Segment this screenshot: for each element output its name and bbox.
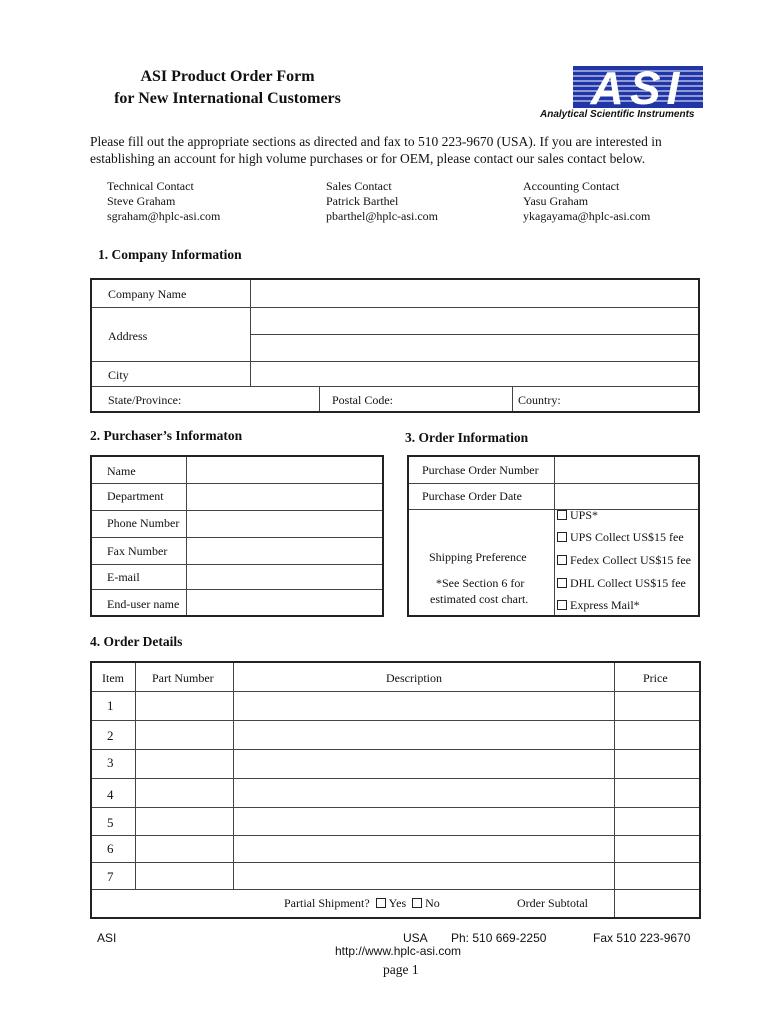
department-label: Department <box>107 489 164 503</box>
checkbox[interactable] <box>557 532 567 542</box>
accounting-contact <box>523 179 650 224</box>
option-label: DHL Collect US$15 fee <box>570 576 686 590</box>
fax-number-label: Fax Number <box>107 544 168 558</box>
footer-url[interactable]: http://www.hplc-asi.com <box>335 944 462 958</box>
column-header-item: Item <box>102 671 124 685</box>
checkbox[interactable] <box>557 578 567 588</box>
state-label: State/Province: <box>108 393 182 407</box>
country-label: Country: <box>518 393 561 407</box>
order-subtotal-field[interactable] <box>615 890 699 917</box>
intro-paragraph: Please fill out the appropriate sections as directed and fax to 510 223-9670 (USA). If you are interested in establishing an account for high volume purchases or for OEM, please contact our sales contact below. <box>90 134 662 166</box>
option-label: UPS* <box>570 508 599 522</box>
shipping-option-express-mail[interactable] <box>557 598 640 613</box>
logo-subtitle: Analytical Scientific Instruments <box>540 109 695 120</box>
email-field[interactable] <box>187 564 382 587</box>
po-date-field[interactable] <box>554 483 698 507</box>
company-section-heading: 1. Company Information <box>98 247 242 262</box>
footer-phone: Ph: 510 669-2250 <box>451 931 547 945</box>
order-details-table <box>90 661 701 919</box>
address-label: Address <box>108 329 148 343</box>
email-label: E-mail <box>107 570 140 584</box>
item-number: 2 <box>107 728 114 743</box>
end-user-name-label: End-user name <box>107 597 180 611</box>
title-line-1: ASI Product Order Form <box>140 68 315 85</box>
item-number: 7 <box>107 869 114 884</box>
option-label: UPS Collect US$15 fee <box>570 530 684 544</box>
address-field-2[interactable] <box>250 334 698 359</box>
postal-code-label: Postal Code: <box>332 393 394 407</box>
item-number: 1 <box>107 698 114 713</box>
technical-contact <box>107 179 220 224</box>
contact-role: Accounting Contact <box>523 179 620 193</box>
contact-email[interactable]: sgraham@hplc-asi.com <box>107 209 221 223</box>
shipping-preference-label: Shipping Preference <box>429 550 527 564</box>
contact-name: Patrick Barthel <box>326 194 399 208</box>
shipping-option-ups[interactable] <box>557 508 598 523</box>
address-field-1[interactable] <box>250 307 698 332</box>
phone-number-label: Phone Number <box>107 516 180 530</box>
order-subtotal-label: Order Subtotal <box>517 896 588 910</box>
shipping-option-fedex-collect[interactable] <box>557 553 691 568</box>
contact-email[interactable]: ykagayama@hplc-asi.com <box>523 209 651 223</box>
column-header-description: Description <box>386 671 442 685</box>
po-date-label: Purchase Order Date <box>422 489 522 503</box>
phone-number-field[interactable] <box>187 510 382 535</box>
contact-role: Sales Contact <box>326 179 392 193</box>
asi-logo-graphic <box>573 66 703 108</box>
form-title <box>95 66 360 110</box>
city-field[interactable] <box>250 361 698 384</box>
company-name-label: Company Name <box>108 287 187 301</box>
item-number: 6 <box>107 841 114 856</box>
yes-label: Yes <box>388 896 407 910</box>
fax-number-field[interactable] <box>187 537 382 562</box>
partial-shipment-no-checkbox[interactable] <box>412 898 422 908</box>
contact-email[interactable]: pbarthel@hplc-asi.com <box>326 209 439 223</box>
checkbox[interactable] <box>557 555 567 565</box>
page-number: page 1 <box>383 962 419 977</box>
po-number-label: Purchase Order Number <box>422 463 539 477</box>
checkbox[interactable] <box>557 600 567 610</box>
option-label: Fedex Collect US$15 fee <box>570 553 691 567</box>
shipping-note-1: *See Section 6 for <box>436 576 525 590</box>
name-label: Name <box>107 464 136 478</box>
contact-role: Technical Contact <box>107 179 194 193</box>
company-name-field[interactable] <box>250 280 698 305</box>
order-details-section-heading: 4. Order Details <box>90 634 183 649</box>
contact-name: Steve Graham <box>107 194 176 208</box>
po-number-field[interactable] <box>554 457 698 481</box>
partial-shipment-yes-checkbox[interactable] <box>376 898 386 908</box>
footer-fax: Fax 510 223-9670 <box>593 931 691 945</box>
item-number: 3 <box>107 755 114 770</box>
column-header-price: Price <box>643 671 668 685</box>
item-number: 5 <box>107 815 114 830</box>
city-label: City <box>108 368 129 382</box>
no-label: No <box>425 896 440 910</box>
checkbox[interactable] <box>557 510 567 520</box>
partial-shipment-row <box>284 896 440 911</box>
contact-name: Yasu Graham <box>523 194 589 208</box>
shipping-option-dhl-collect[interactable] <box>557 576 686 591</box>
title-line-2: for New International Customers <box>114 90 341 107</box>
column-header-part-number: Part Number <box>152 671 214 685</box>
sales-contact <box>326 179 438 224</box>
order-info-section-heading: 3. Order Information <box>405 430 529 445</box>
end-user-name-field[interactable] <box>187 589 382 613</box>
option-label: Express Mail* <box>570 598 640 612</box>
shipping-note-2: estimated cost chart. <box>430 592 529 606</box>
name-field[interactable] <box>187 457 382 481</box>
footer-company: ASI <box>97 931 117 945</box>
svg-text:ASI: ASI <box>590 66 686 108</box>
item-number: 4 <box>107 787 114 802</box>
purchaser-section-heading: 2. Purchaser’s Informaton <box>90 428 243 443</box>
partial-shipment-label: Partial Shipment? <box>284 896 370 910</box>
department-field[interactable] <box>187 483 382 508</box>
shipping-option-ups-collect[interactable] <box>557 530 684 545</box>
footer-country: USA <box>403 931 428 945</box>
